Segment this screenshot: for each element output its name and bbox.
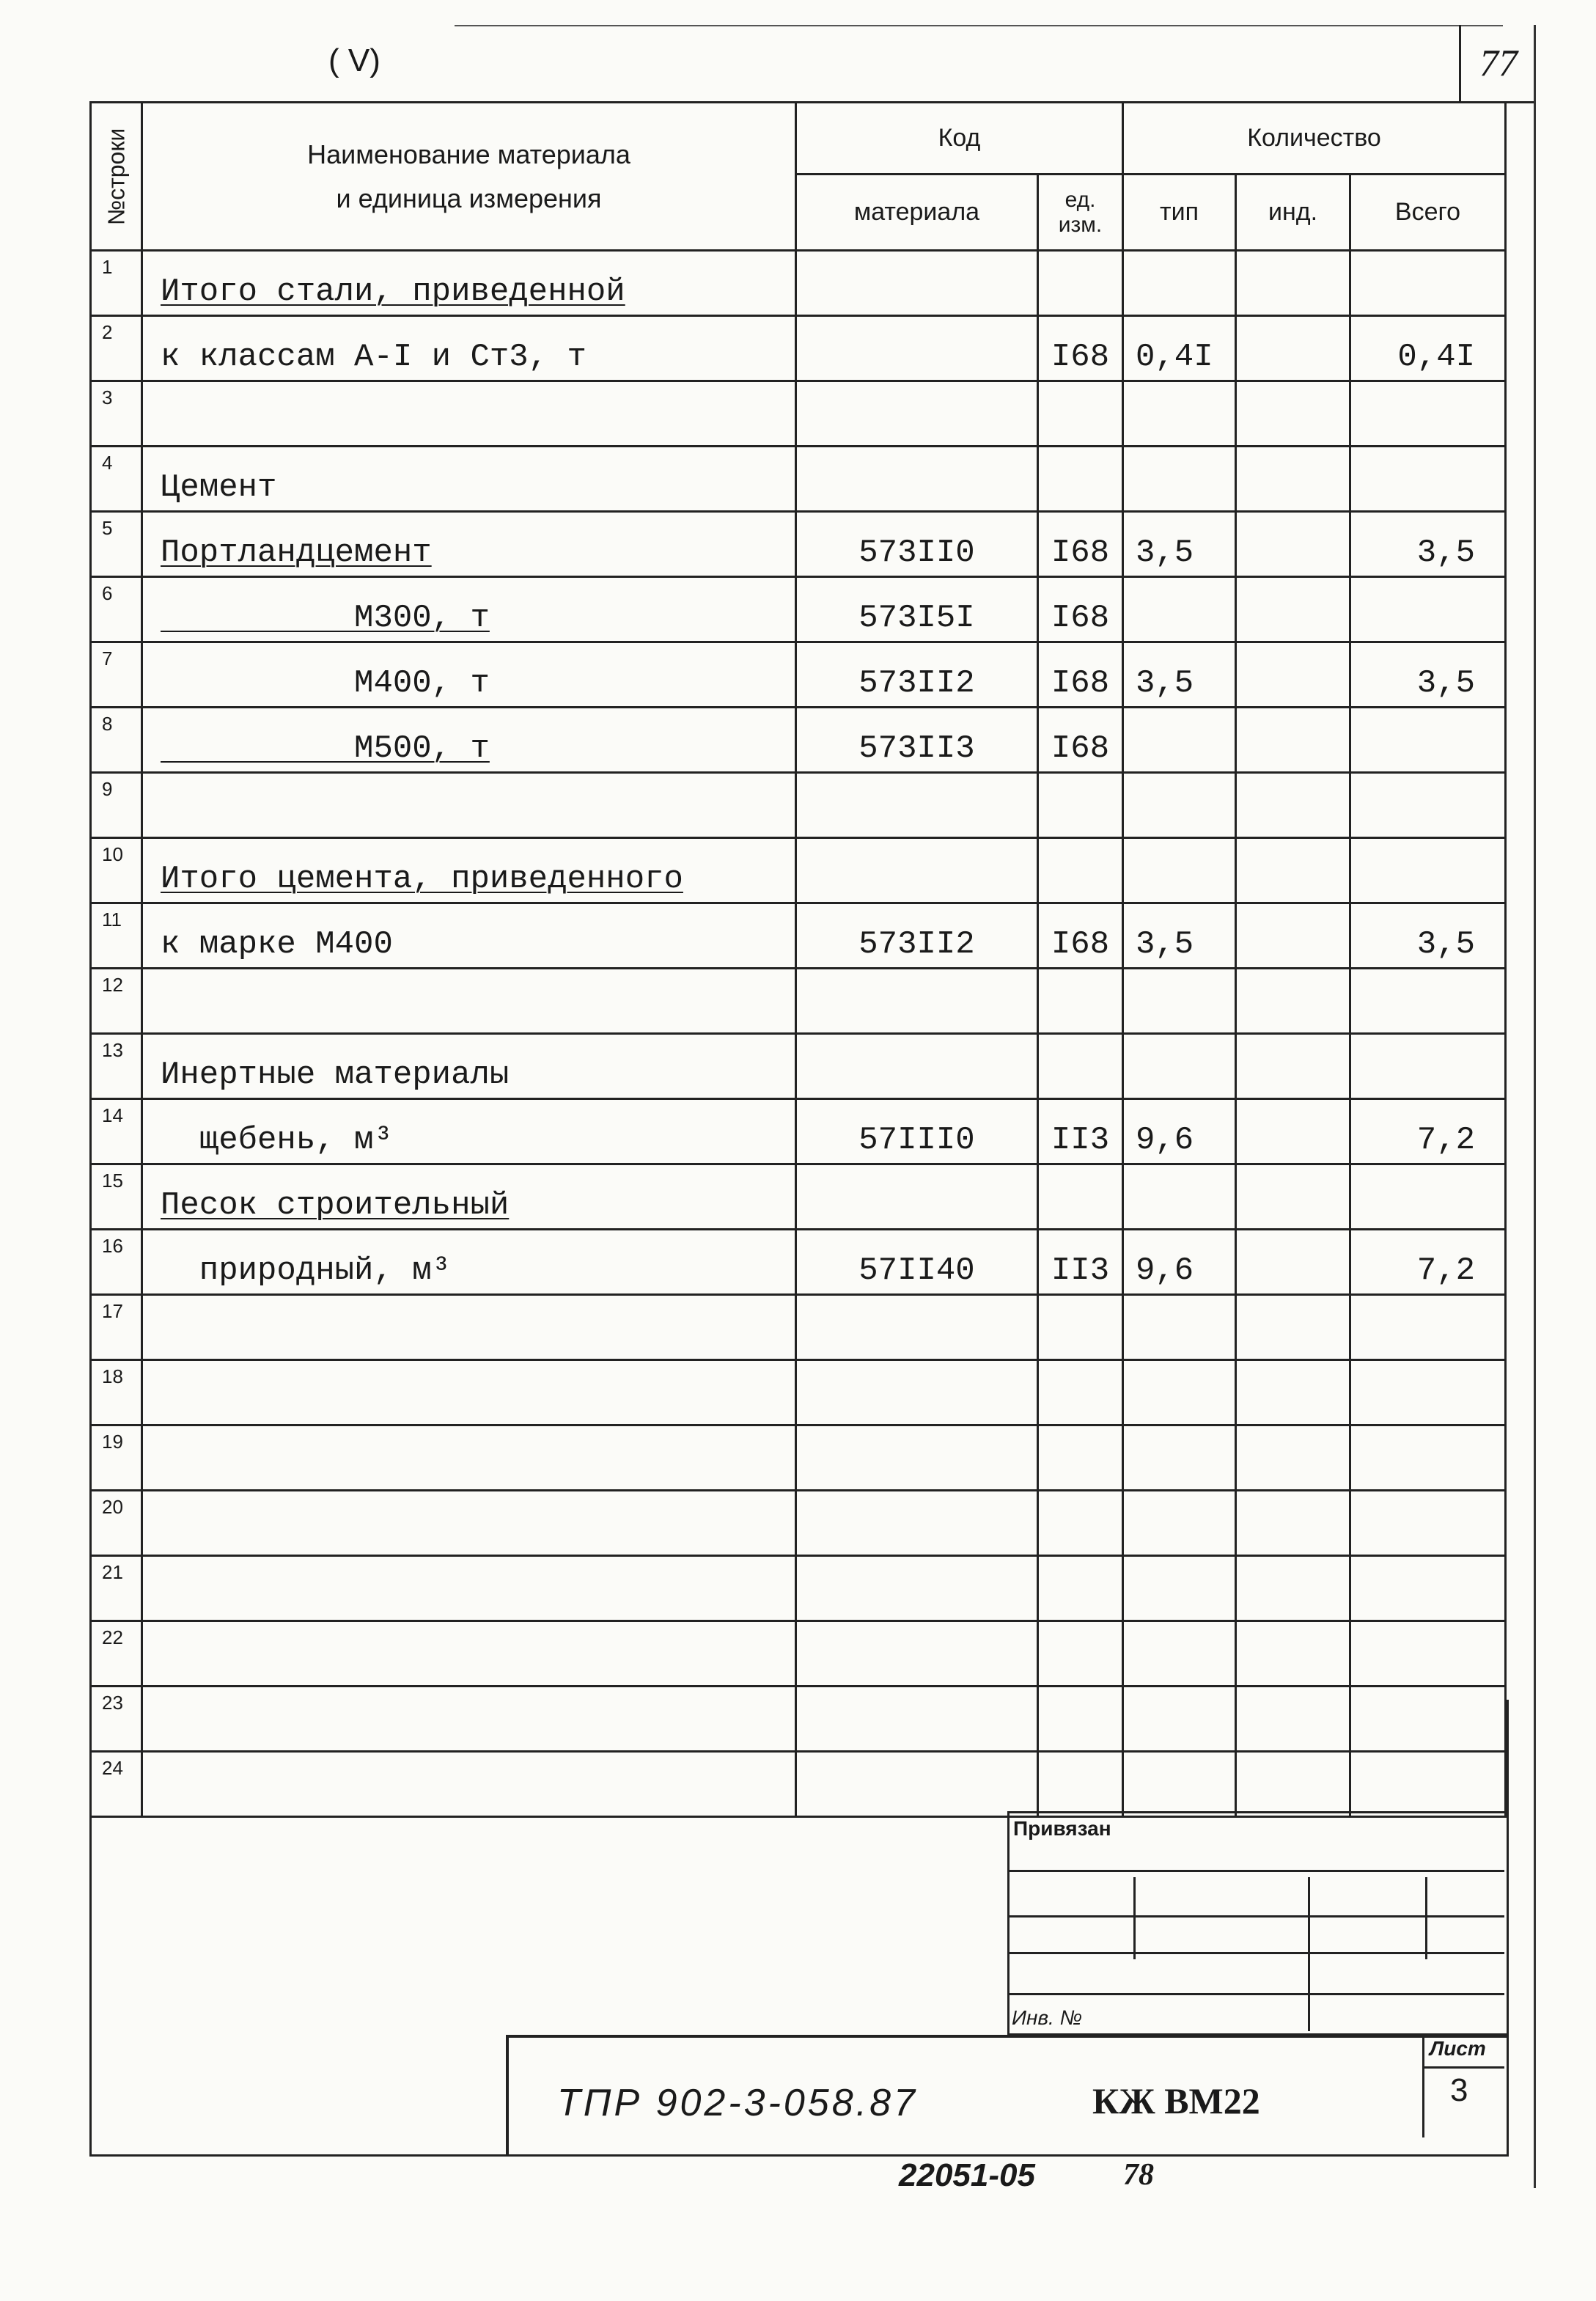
- stamp-line: [1007, 1870, 1504, 1872]
- stamp-divider: [1133, 1877, 1136, 1959]
- qty-individual: [1236, 1621, 1350, 1687]
- header-code: Код: [796, 103, 1123, 175]
- qty-total: [1350, 1491, 1506, 1556]
- header-qty-individual: инд.: [1236, 175, 1350, 251]
- material-code: [796, 1491, 1038, 1556]
- row-number: 14: [91, 1099, 142, 1164]
- table-row: [91, 1621, 1506, 1687]
- row-number: 19: [91, 1425, 142, 1491]
- table-row: [91, 316, 1506, 381]
- qty-individual: [1236, 1230, 1350, 1295]
- qty-type: [1123, 1621, 1236, 1687]
- header-code-material: материала: [796, 175, 1038, 251]
- row-number: 16: [91, 1230, 142, 1295]
- qty-type: [1123, 1295, 1236, 1360]
- table-row: [91, 381, 1506, 447]
- table-row: [91, 708, 1506, 773]
- unit-code: [1038, 1425, 1123, 1491]
- material-code: 57III0: [796, 1099, 1038, 1164]
- unit-code: [1038, 447, 1123, 512]
- material-name: М300, т: [142, 577, 796, 642]
- material-code: [796, 1360, 1038, 1425]
- qty-individual: [1236, 316, 1350, 381]
- table-row: [91, 1556, 1506, 1621]
- row-number: 4: [91, 447, 142, 512]
- qty-total: 0,4I: [1350, 316, 1506, 381]
- qty-type: [1123, 1034, 1236, 1099]
- row-number: 23: [91, 1687, 142, 1752]
- binding-stamp-title: Привязан: [1013, 1817, 1111, 1840]
- row-number: 22: [91, 1621, 142, 1687]
- material-name: М400, т: [142, 642, 796, 708]
- sheet-box-line: [1422, 2066, 1504, 2069]
- unit-code: I68: [1038, 642, 1123, 708]
- row-number: 3: [91, 381, 142, 447]
- qty-individual: [1236, 1425, 1350, 1491]
- binding-stamp: [1007, 1811, 1507, 2036]
- qty-type: 3,5: [1123, 642, 1236, 708]
- qty-individual: [1236, 1491, 1350, 1556]
- material-code: [796, 316, 1038, 381]
- material-code: 573II2: [796, 903, 1038, 969]
- material-code: [796, 1034, 1038, 1099]
- row-number: 17: [91, 1295, 142, 1360]
- stamp-line: [1007, 1915, 1504, 1918]
- header-qty-type: тип: [1123, 175, 1236, 251]
- qty-individual: [1236, 1034, 1350, 1099]
- material-name: Цемент: [142, 447, 796, 512]
- material-name: к классам А-I и Ст3, т: [142, 316, 796, 381]
- qty-individual: [1236, 1295, 1350, 1360]
- row-number: 1: [91, 251, 142, 316]
- page-reference: 78: [1123, 2158, 1154, 2192]
- qty-total: 3,5: [1350, 642, 1506, 708]
- table-row: [91, 903, 1506, 969]
- qty-individual: [1236, 381, 1350, 447]
- material-name: природный, м³: [142, 1230, 796, 1295]
- qty-type: [1123, 1425, 1236, 1491]
- header-material-name: Наименование материала и единица измерения: [142, 103, 796, 251]
- material-name: [142, 1491, 796, 1556]
- page-number: 77: [1459, 25, 1536, 103]
- qty-total: [1350, 838, 1506, 903]
- material-code: 573I5I: [796, 577, 1038, 642]
- material-code: 573II2: [796, 642, 1038, 708]
- stamp-divider: [1308, 1877, 1310, 2031]
- row-number: 10: [91, 838, 142, 903]
- material-code: [796, 969, 1038, 1034]
- unit-code: [1038, 1295, 1123, 1360]
- qty-type: [1123, 838, 1236, 903]
- qty-total: 7,2: [1350, 1230, 1506, 1295]
- table-row: [91, 577, 1506, 642]
- unit-code: [1038, 1556, 1123, 1621]
- material-code: 573II0: [796, 512, 1038, 577]
- row-number: 12: [91, 969, 142, 1034]
- unit-code: II3: [1038, 1230, 1123, 1295]
- material-code: 57II40: [796, 1230, 1038, 1295]
- unit-code: [1038, 1621, 1123, 1687]
- qty-individual: [1236, 903, 1350, 969]
- material-code: [796, 251, 1038, 316]
- header-quantity: Количество: [1123, 103, 1506, 175]
- table-row: [91, 838, 1506, 903]
- row-number: 21: [91, 1556, 142, 1621]
- unit-code: II3: [1038, 1099, 1123, 1164]
- unit-code: [1038, 969, 1123, 1034]
- qty-total: [1350, 1556, 1506, 1621]
- material-code: [796, 381, 1038, 447]
- qty-type: 9,6: [1123, 1230, 1236, 1295]
- qty-individual: [1236, 512, 1350, 577]
- unit-code: [1038, 1164, 1123, 1230]
- material-name: к марке М400: [142, 903, 796, 969]
- material-name: Итого стали, приведенной: [142, 251, 796, 316]
- unit-code: I68: [1038, 577, 1123, 642]
- material-name: Инертные материалы: [142, 1034, 796, 1099]
- header-code-unit: ед. изм.: [1038, 175, 1123, 251]
- header-qty-total: Всего: [1350, 175, 1506, 251]
- table-row: [91, 447, 1506, 512]
- table-row: [91, 512, 1506, 577]
- unit-code: [1038, 381, 1123, 447]
- qty-individual: [1236, 773, 1350, 838]
- material-name: [142, 1360, 796, 1425]
- row-number: 15: [91, 1164, 142, 1230]
- row-number: 20: [91, 1491, 142, 1556]
- qty-individual: [1236, 969, 1350, 1034]
- material-name: щебень, м³: [142, 1099, 796, 1164]
- qty-individual: [1236, 708, 1350, 773]
- sheet-number: 3: [1450, 2072, 1468, 2108]
- table-row: [91, 251, 1506, 316]
- material-code: [796, 1295, 1038, 1360]
- qty-individual: [1236, 1556, 1350, 1621]
- qty-type: [1123, 381, 1236, 447]
- material-name: Портландцемент: [142, 512, 796, 577]
- qty-type: 9,6: [1123, 1099, 1236, 1164]
- stamp-line: [1007, 1993, 1504, 1995]
- table-row: [91, 1099, 1506, 1164]
- row-number: 24: [91, 1752, 142, 1817]
- stamp-divider: [1425, 1877, 1427, 1959]
- table-row: [91, 773, 1506, 838]
- table-row: [91, 969, 1506, 1034]
- material-code: [796, 447, 1038, 512]
- qty-total: [1350, 1034, 1506, 1099]
- qty-individual: [1236, 577, 1350, 642]
- material-code: [796, 1621, 1038, 1687]
- qty-total: [1350, 773, 1506, 838]
- qty-type: [1123, 447, 1236, 512]
- qty-type: [1123, 1164, 1236, 1230]
- sheet-label: Лист: [1430, 2037, 1486, 2060]
- table-row: [91, 1360, 1506, 1425]
- material-name: [142, 969, 796, 1034]
- material-code: [796, 1556, 1038, 1621]
- unit-code: I68: [1038, 708, 1123, 773]
- material-code: 573II3: [796, 708, 1038, 773]
- qty-total: 7,2: [1350, 1099, 1506, 1164]
- material-name: [142, 1295, 796, 1360]
- table-row: [91, 1230, 1506, 1295]
- material-code: [796, 1164, 1038, 1230]
- qty-type: 0,4I: [1123, 316, 1236, 381]
- row-number: 8: [91, 708, 142, 773]
- row-number: 5: [91, 512, 142, 577]
- qty-individual: [1236, 642, 1350, 708]
- archive-number: 22051-05: [899, 2157, 1035, 2193]
- qty-total: [1350, 577, 1506, 642]
- material-name: М500, т: [142, 708, 796, 773]
- table-row: [91, 642, 1506, 708]
- qty-total: 3,5: [1350, 903, 1506, 969]
- unit-code: [1038, 251, 1123, 316]
- material-code: [796, 838, 1038, 903]
- qty-individual: [1236, 1360, 1350, 1425]
- unit-code: [1038, 1360, 1123, 1425]
- unit-code: I68: [1038, 512, 1123, 577]
- qty-type: [1123, 1556, 1236, 1621]
- unit-code: [1038, 1034, 1123, 1099]
- qty-total: [1350, 1295, 1506, 1360]
- qty-total: [1350, 708, 1506, 773]
- qty-total: [1350, 251, 1506, 316]
- qty-type: [1123, 577, 1236, 642]
- qty-type: [1123, 969, 1236, 1034]
- bottom-rule: [89, 2154, 1504, 2157]
- document-code: ТПР 902-3-058.87: [557, 2082, 918, 2124]
- material-name: Итого цемента, приведенного: [142, 838, 796, 903]
- qty-total: 3,5: [1350, 512, 1506, 577]
- qty-individual: [1236, 1099, 1350, 1164]
- qty-total: [1350, 969, 1506, 1034]
- material-name: Песок строительный: [142, 1164, 796, 1230]
- qty-total: [1350, 381, 1506, 447]
- qty-individual: [1236, 838, 1350, 903]
- materials-table: [89, 101, 1507, 1818]
- material-name: [142, 1425, 796, 1491]
- row-number: 2: [91, 316, 142, 381]
- unit-code: [1038, 1491, 1123, 1556]
- row-number: 13: [91, 1034, 142, 1099]
- table-row: [91, 1491, 1506, 1556]
- row-number: 7: [91, 642, 142, 708]
- row-number: 9: [91, 773, 142, 838]
- stamp-line: [1007, 1952, 1504, 1954]
- row-number: 11: [91, 903, 142, 969]
- material-code: [796, 773, 1038, 838]
- unit-code: I68: [1038, 903, 1123, 969]
- qty-individual: [1236, 1164, 1350, 1230]
- qty-type: 3,5: [1123, 512, 1236, 577]
- unit-code: [1038, 773, 1123, 838]
- material-name: [142, 773, 796, 838]
- table-row: [91, 1034, 1506, 1099]
- material-name: [142, 1556, 796, 1621]
- row-number: 18: [91, 1360, 142, 1425]
- row-number: 6: [91, 577, 142, 642]
- qty-type: [1123, 251, 1236, 316]
- material-name: [142, 1621, 796, 1687]
- qty-total: [1350, 1621, 1506, 1687]
- qty-type: [1123, 773, 1236, 838]
- qty-total: [1350, 1425, 1506, 1491]
- qty-total: [1350, 1360, 1506, 1425]
- qty-total: [1350, 447, 1506, 512]
- variant-tag: ( V): [328, 43, 380, 78]
- qty-total: [1350, 1164, 1506, 1230]
- right-margin-rule: [1534, 25, 1536, 2188]
- table-row: [91, 1295, 1506, 1360]
- table-row: [91, 1164, 1506, 1230]
- inventory-number-label: Инв. №: [1012, 2006, 1082, 2029]
- qty-individual: [1236, 251, 1350, 316]
- qty-type: [1123, 708, 1236, 773]
- qty-type: [1123, 1360, 1236, 1425]
- material-code: [796, 1425, 1038, 1491]
- unit-code: I68: [1038, 316, 1123, 381]
- table-row: [91, 1425, 1506, 1491]
- qty-type: 3,5: [1123, 903, 1236, 969]
- drawing-mark: КЖ ВМ22: [1092, 2080, 1260, 2121]
- unit-code: [1038, 838, 1123, 903]
- material-name: [142, 381, 796, 447]
- qty-individual: [1236, 447, 1350, 512]
- header-row-number: №строки: [91, 103, 142, 251]
- qty-type: [1123, 1491, 1236, 1556]
- top-rule: [455, 25, 1503, 26]
